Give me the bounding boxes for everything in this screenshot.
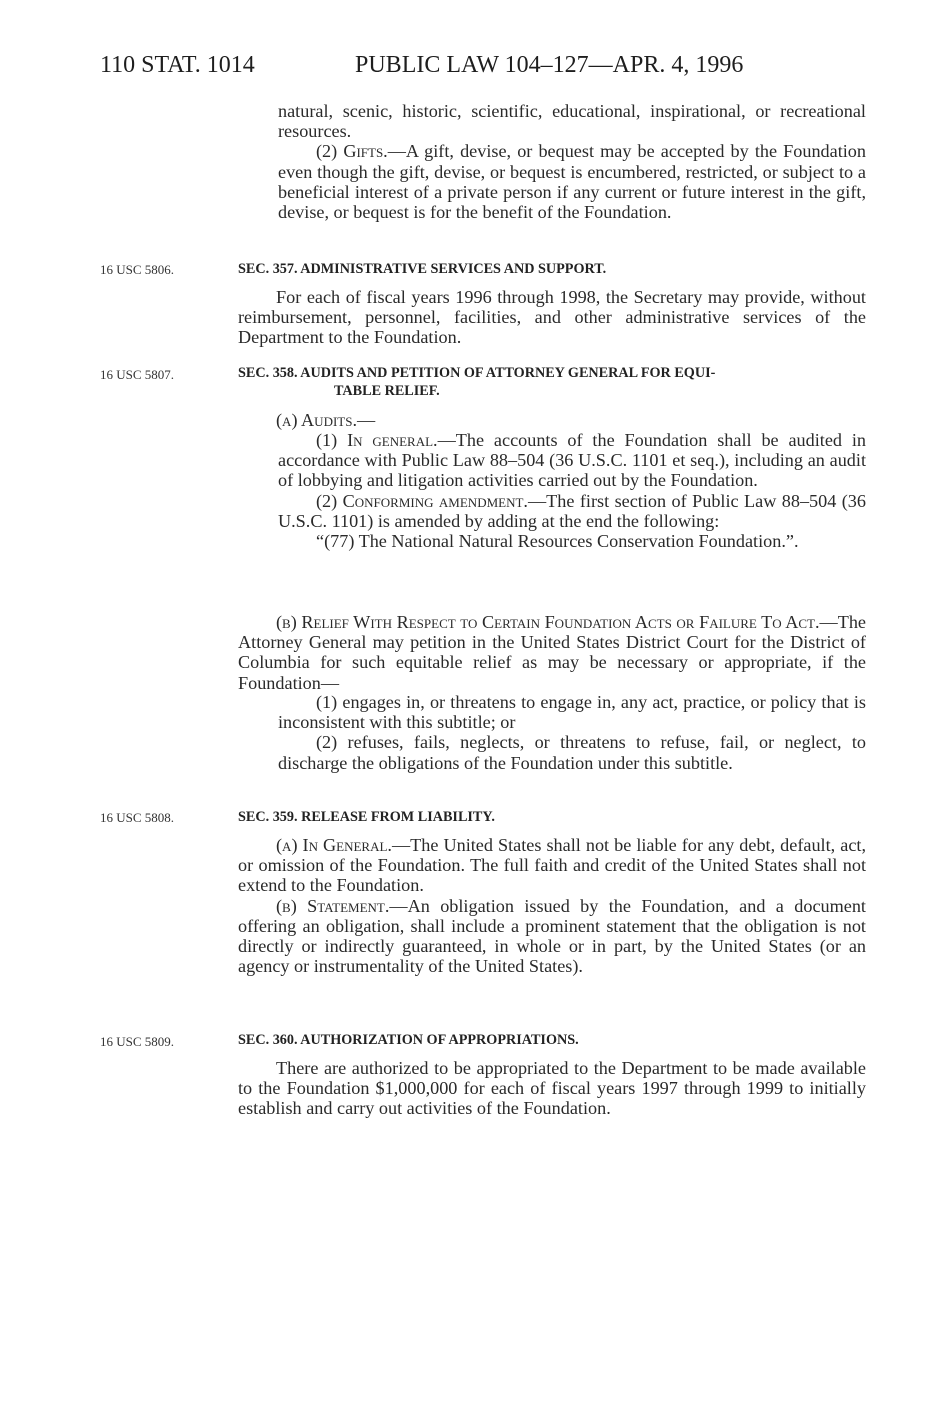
usc-note-5806: 16 USC 5806.: [100, 262, 175, 277]
statement-label: (b) Statement.: [276, 895, 390, 916]
audits-subsection: [238, 410, 866, 430]
gifts-text: —A gift, devise, or bequest may be accepted by the Foundation even though the gift, devise, or bequest is encumbered, restricted, or subject to a beneficial interest of a private person if any current or future interest in the gift, devise, or bequest is for the benefit of the Foundation.: [278, 141, 866, 223]
amendment-quote: “(77) The National Natural Resources Conservation Foundation.”.: [316, 531, 799, 552]
in-general-text: —The accounts of the Foundation shall be audited in accordance with Public Law 88–504 (36 U.S.C. 1101 et seq.), including an audit of lobbying and litigation activities carried out by the Foundation.: [278, 430, 867, 491]
statement-paragraph: [238, 896, 866, 977]
section-359-body: [238, 835, 866, 976]
section-360-body: [238, 1058, 866, 1119]
usc-note-5808: 16 USC 5808.: [100, 810, 175, 825]
public-law-title: PUBLIC LAW 104–127—APR. 4, 1996: [355, 52, 744, 78]
section-358-heading: [238, 364, 866, 400]
audits-label: (a) Audits.: [276, 410, 358, 430]
in-general-label: (1) In general.: [316, 430, 438, 450]
usc-note-5809: 16 USC 5809.: [100, 1034, 175, 1049]
relief-items: [278, 692, 866, 773]
relief-label: (b) Relief With Respect to Certain Foundation Acts or Failure To Act.: [276, 612, 820, 632]
relief-item-2: (2) refuses, fails, neglects, or threatens to refuse, fail, or neglect, to discharge the obligations of the Foundation under this subtitle.: [278, 732, 866, 773]
in-general-liability-paragraph: [238, 835, 866, 896]
in-general-liability-text: —The United States shall not be liable for any debt, default, act, or omission of the Foundation. The full faith and credit of the United States shall not extend to the Foundation.: [238, 835, 866, 896]
gifts-label: (2) Gifts.: [316, 141, 388, 162]
relief-subsection: [238, 612, 866, 693]
section-357-body: [238, 287, 866, 348]
section-360-heading: SEC. 360. AUTHORIZATION OF APPROPRIATIONS.: [238, 1032, 579, 1048]
conforming-amendment-paragraph: [278, 491, 866, 531]
section-357-paragraph: For each of fiscal years 1996 through 1998, the Secretary may provide, without reimbursement, personnel, facilities, and other administrative services of the Department to the Foundation.: [238, 287, 866, 348]
usc-note-5807: 16 USC 5807.: [100, 367, 175, 382]
conforming-amendment-text: —The first section of Public Law 88–504 (36 U.S.C. 1101) is amended by adding at the end the following:: [278, 490, 866, 531]
statute-citation: 110 STAT. 1014: [100, 52, 255, 78]
section-357-heading: SEC. 357. ADMINISTRATIVE SERVICES AND SUPPORT.: [238, 261, 607, 277]
continuation-paragraph: natural, scenic, historic, scientific, educational, inspirational, or recreational resources.: [278, 101, 866, 142]
gifts-paragraph: [278, 141, 866, 222]
audits-paragraphs: [278, 430, 866, 551]
section-358-heading-line1: SEC. 358. AUDITS AND PETITION OF ATTORNEY GENERAL FOR EQUI-: [238, 365, 716, 381]
relief-text: —The Attorney General may petition in the United States District Court for the District of Columbia for such equitable relief as may be necessary or appropriate, if the Foundation—: [238, 612, 866, 693]
in-general-liability-label: (a) In General.: [276, 835, 392, 855]
section-358-heading-line2: TABLE RELIEF.: [334, 383, 440, 399]
relief-item-1: (1) engages in, or threatens to engage in, any act, practice, or policy that is inconsistent with this subtitle; or: [278, 692, 866, 733]
section-359-heading: SEC. 359. RELEASE FROM LIABILITY.: [238, 809, 495, 825]
continuation-block: [278, 101, 866, 222]
conforming-amendment-label: (2) Conforming amendment.: [316, 490, 528, 511]
relief-paragraph: [238, 612, 866, 693]
section-360-paragraph: There are authorized to be appropriated to the Department to be made available to the Foundation $1,000,000 for each of fiscal years 1997 through 1999 to initially establish and carry out activities of the Foundation.: [238, 1058, 866, 1119]
audits-dash: —: [357, 410, 376, 430]
section-358-body: [238, 410, 866, 430]
statement-text: —An obligation issued by the Foundation, and a document offering an obligation, shall include a prominent statement that the obligation is not directly or indirectly guaranteed, in whole or in part, by the United States (or an agency or instrumentality of the United States).: [238, 895, 866, 977]
in-general-paragraph: [278, 430, 866, 491]
